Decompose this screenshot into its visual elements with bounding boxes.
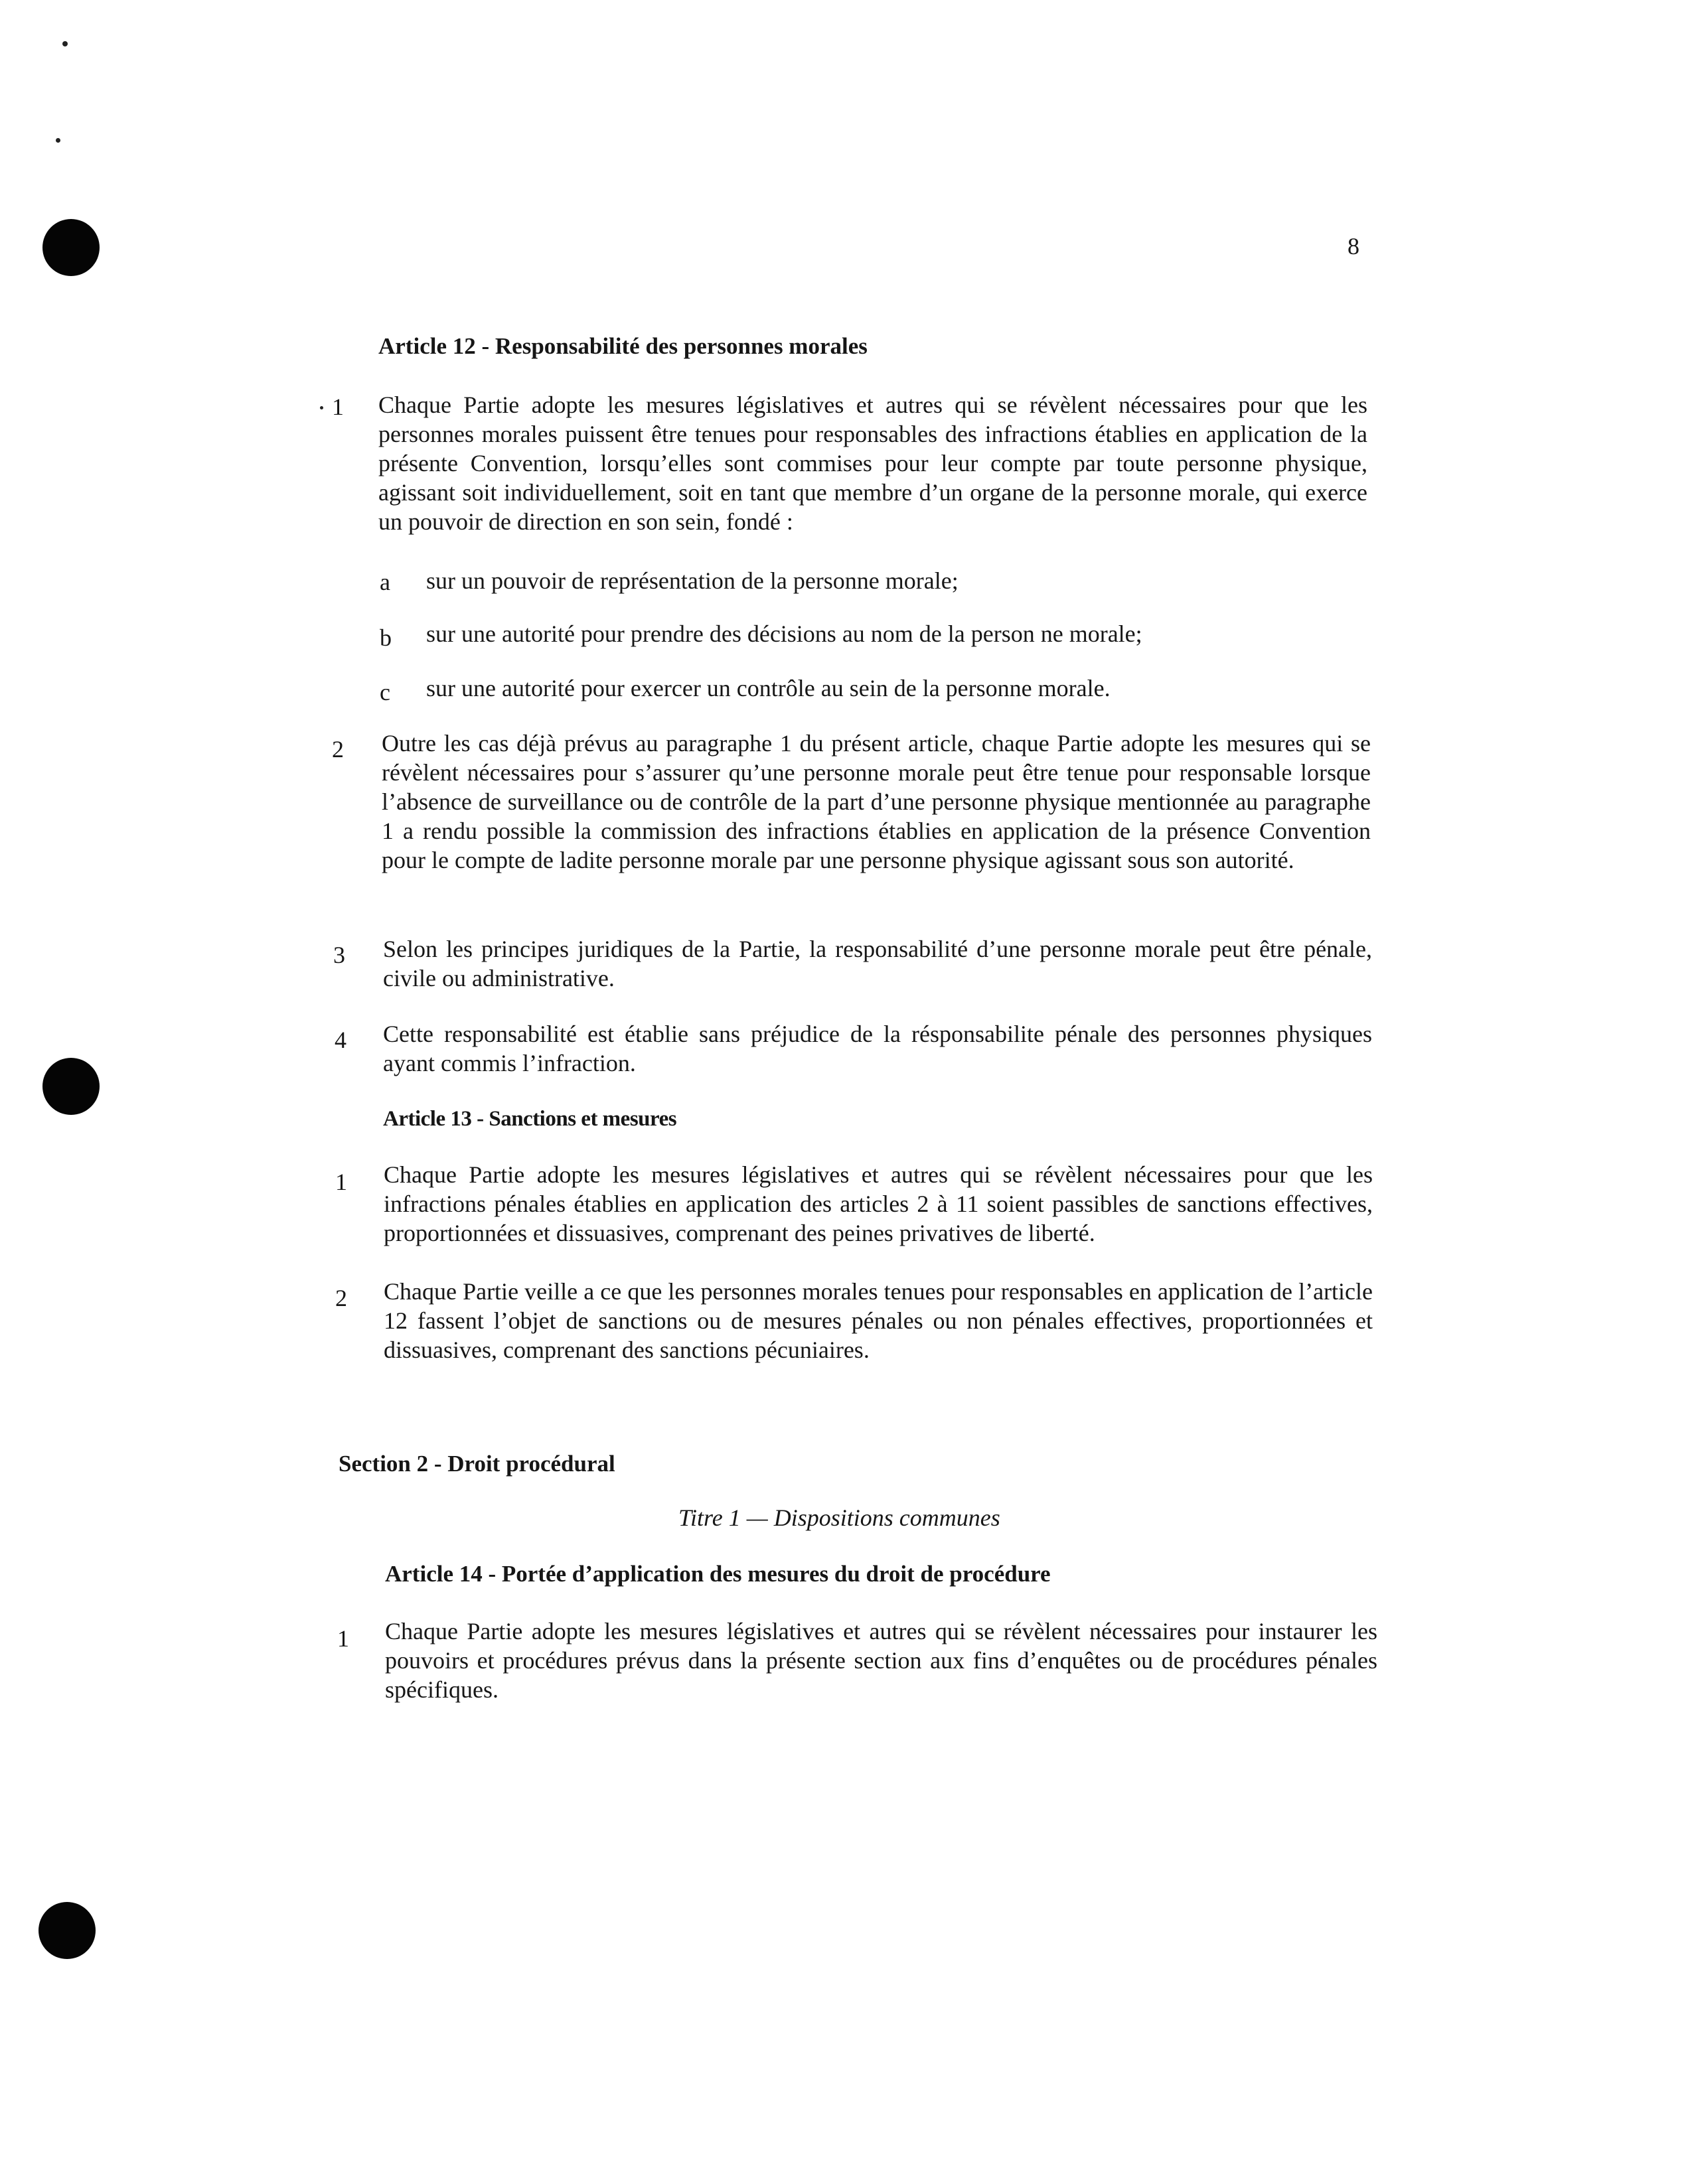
- paragraph-number: 1: [332, 394, 344, 420]
- list-item-text: sur un pouvoir de représentation de la personne morale;: [426, 567, 959, 594]
- page-number: 8: [1348, 233, 1359, 259]
- article-12-heading: Article 12 - Responsabilité des personnes morales: [378, 333, 868, 359]
- scan-speck: [62, 41, 68, 46]
- list-item-text: sur une autorité pour prendre des décisions au nom de la person ne morale;: [426, 620, 1142, 647]
- article-14-paragraph-1: Chaque Partie adopte les mesures législatives et autres qui se révèlent nécessaires pour instaurer les pouvoirs et procédures prévus dans la présente section aux fins d’enquêtes ou de procédures pénales spécifiques.: [385, 1618, 1377, 1703]
- scan-speck: [56, 138, 60, 143]
- article-13-paragraph-2: Chaque Partie veille a ce que les personnes morales tenues pour responsables en application de l’article 12 fassent l’objet de sanctions ou de mesures pénales ou non pénales effectives, proportionnées et dissuasives, comprenant des sanctions pécuniaires.: [384, 1278, 1373, 1363]
- article-12-paragraph-3: Selon les principes juridiques de la Partie, la responsabilité d’une personne morale peut être pénale, civile ou administrative.: [383, 936, 1372, 991]
- paragraph-number: 2: [332, 736, 344, 763]
- article-12-paragraph-4: Cette responsabilité est établie sans préjudice de la résponsabilite pénale des personnes physiques ayant commis l’infraction.: [383, 1021, 1372, 1076]
- paragraph-number: 1: [337, 1625, 349, 1652]
- titre-subheading: Titre 1 — Dispositions communes: [678, 1504, 1000, 1531]
- article-12-paragraph-2: Outre les cas déjà prévus au paragraphe 1 du présent article, chaque Partie adopte les mesures qui se révèlent nécessaires pour s’assurer qu’une personne morale peut être tenue pour responsable lorsque l’absence de surveillance ou de contrôle de la part d’une personne physique mentionnée au paragraphe 1 a rendu possible la commission des infractions établies en application de la présence Convention pour le compte de ladite personne morale par une personne physique agissant sous son autorité.: [382, 730, 1371, 873]
- list-item-letter: c: [380, 679, 390, 705]
- list-item-letter: b: [380, 624, 392, 651]
- punch-hole-icon: [39, 1902, 96, 1959]
- section-2-heading: Section 2 - Droit procédural: [339, 1451, 615, 1477]
- paragraph-number: 4: [335, 1027, 347, 1053]
- paragraph-number: 3: [333, 942, 345, 968]
- list-item-text: sur une autorité pour exercer un contrôle au sein de la personne morale.: [426, 675, 1111, 701]
- article-13-heading: Article 13 - Sanctions et mesures: [383, 1107, 677, 1131]
- article-12-paragraph-1: Chaque Partie adopte les mesures législatives et autres qui se révèlent nécessaires pour que les personnes morales puissent être tenues pour responsables des infractions établies en application de la présente Convention, lorsqu’elles sont commises pour leur compte par toute personne physique, agissant soit individuellement, soit en tant que membre d’un organe de la personne morale, qui exerce un pouvoir de direction en son sein, fondé :: [378, 392, 1367, 535]
- list-item-letter: a: [380, 569, 390, 595]
- punch-hole-icon: [42, 1058, 100, 1115]
- article-13-paragraph-1: Chaque Partie adopte les mesures législatives et autres qui se révèlent nécessaires pour que les infractions pénales établies en application des articles 2 à 11 soient passibles de sanctions effectives, proportionnées et dissuasives, comprenant des peines privatives de liberté.: [384, 1161, 1373, 1246]
- paragraph-number: 2: [335, 1285, 347, 1311]
- punch-hole-icon: [42, 219, 100, 276]
- article-14-heading: Article 14 - Portée d’application des mesures du droit de procédure: [385, 1561, 1051, 1587]
- scan-speck: [320, 406, 323, 409]
- paragraph-number: 1: [335, 1169, 347, 1195]
